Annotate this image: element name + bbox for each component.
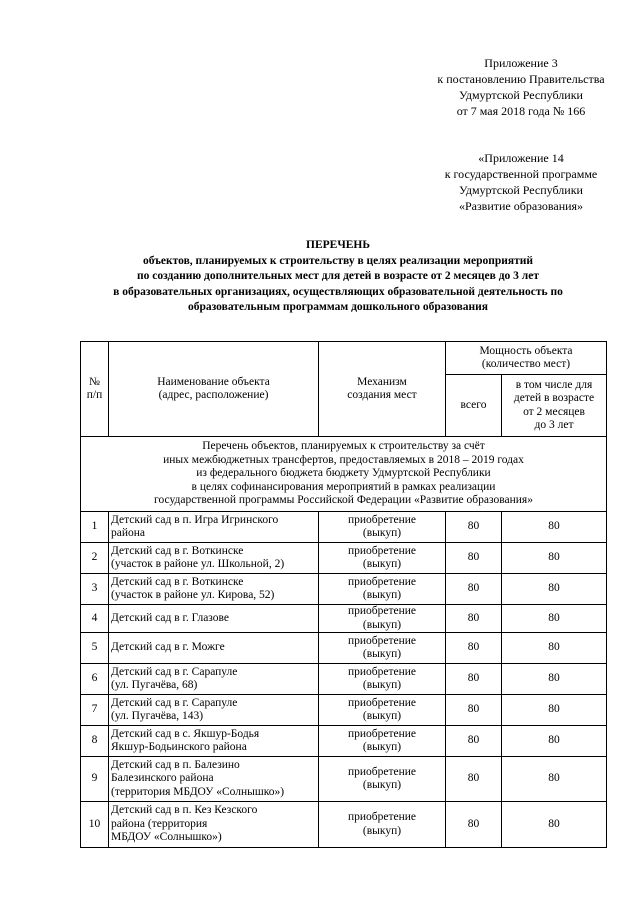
row-name xyxy=(109,664,319,695)
row-mechanism-line: (выкуп) xyxy=(362,824,402,837)
header-num xyxy=(81,342,109,437)
row-mechanism xyxy=(319,633,446,664)
row-name xyxy=(109,726,319,757)
heading-line: объектов, планируемых к строительству в целях реализации мероприятий xyxy=(142,254,533,267)
row-mechanism-line: приобретение xyxy=(347,513,417,526)
row-mechanism-line: приобретение xyxy=(347,727,417,740)
row-name-line: Детский сад в г. Сарапуле xyxy=(111,665,238,678)
header-children-line: детей в возрасте xyxy=(513,392,595,404)
heading-line: по созданию дополнительных мест для детей в возрасте от 2 месяцев до 3 лет xyxy=(137,270,539,282)
row-mechanism xyxy=(319,512,446,543)
row-children: 80 xyxy=(502,757,607,802)
row-name-line: района (территория xyxy=(111,817,208,830)
row-name-line: Детский сад в г. Сарапуле xyxy=(111,696,238,709)
heading-line: в образовательных организациях, осуществляющих образовательной деятельность по xyxy=(113,285,563,298)
table-row xyxy=(81,512,607,543)
appendix-14-line: «Приложение 14 xyxy=(478,151,564,165)
row-num: 3 xyxy=(81,574,109,605)
header-name-line: Наименование объекта xyxy=(157,375,270,388)
row-name-line: (территория МБДОУ «Солнышко») xyxy=(111,785,285,798)
header-children-line: от 2 месяцев xyxy=(523,405,585,418)
row-mechanism-line: (выкуп) xyxy=(362,589,402,601)
header-mechanism-line: создания мест xyxy=(347,389,417,401)
row-name-line: Детский сад в г. Глазове xyxy=(111,611,229,624)
appendix-3-line: Приложение 3 xyxy=(484,56,558,70)
row-total: 80 xyxy=(446,512,502,543)
header-mechanism-line: Механизм xyxy=(357,375,407,388)
table-row xyxy=(81,664,607,695)
section-header xyxy=(81,437,607,512)
row-total: 80 xyxy=(446,633,502,664)
row-mechanism xyxy=(319,605,446,633)
row-name-line: (ул. Пугачёва, 143) xyxy=(111,710,204,722)
row-mechanism-line: (выкуп) xyxy=(362,779,402,791)
header-mechanism xyxy=(319,342,446,437)
row-name xyxy=(109,633,319,664)
row-total: 80 xyxy=(446,543,502,574)
row-name-line: Детский сад в п. Кез Кезского xyxy=(111,804,258,817)
document-heading xyxy=(70,238,606,316)
objects-table xyxy=(80,341,607,848)
section-line: иных межбюджетных трансфертов, предоставляемых в 2018 – 2019 годах xyxy=(163,453,524,466)
appendix-3-line: Удмуртской Республики xyxy=(459,88,583,102)
table-row xyxy=(81,543,607,574)
row-total: 80 xyxy=(446,664,502,695)
row-mechanism-line: приобретение xyxy=(347,811,417,823)
table-row xyxy=(81,695,607,726)
section-line: Перечень объектов, планируемых к строительству за счёт xyxy=(202,440,485,453)
row-mechanism xyxy=(319,757,446,802)
row-children: 80 xyxy=(502,726,607,757)
table-row xyxy=(81,757,607,802)
row-name xyxy=(109,605,319,633)
row-mechanism-line: (выкуп) xyxy=(362,648,402,660)
appendix-3-block xyxy=(418,55,624,119)
row-children: 80 xyxy=(502,512,607,543)
row-mechanism xyxy=(319,726,446,757)
row-name xyxy=(109,695,319,726)
row-num: 6 xyxy=(81,664,109,695)
row-name xyxy=(109,512,319,543)
row-mechanism-line: приобретение xyxy=(347,665,417,678)
row-children: 80 xyxy=(502,605,607,633)
section-line: из федерального бюджета бюджету Удмуртской Республики xyxy=(196,467,491,480)
row-children: 80 xyxy=(502,543,607,574)
table-row xyxy=(81,574,607,605)
row-mechanism-line: приобретение xyxy=(347,575,417,588)
header-total: всего xyxy=(446,375,502,437)
row-mechanism-line: приобретение xyxy=(347,544,417,557)
row-mechanism-line: (выкуп) xyxy=(362,679,402,691)
row-mechanism-line: (выкуп) xyxy=(362,527,402,539)
row-mechanism-line: (выкуп) xyxy=(362,741,402,753)
row-mechanism xyxy=(319,802,446,848)
heading-title: ПЕРЕЧЕНЬ xyxy=(306,239,370,251)
row-total: 80 xyxy=(446,695,502,726)
row-name xyxy=(109,757,319,802)
row-children: 80 xyxy=(502,664,607,695)
header-children xyxy=(502,375,607,437)
row-mechanism-line: приобретение xyxy=(347,605,417,617)
row-name-line: Детский сад в с. Якшур-Бодья xyxy=(111,727,260,740)
header-num-line: № xyxy=(89,375,100,388)
header-children-line: в том числе для xyxy=(515,378,593,391)
row-total: 80 xyxy=(446,605,502,633)
row-children: 80 xyxy=(502,574,607,605)
row-mechanism-line: приобретение xyxy=(347,696,417,709)
row-name-line: (участок в районе ул. Школьной, 2) xyxy=(111,558,285,570)
section-line: в целях софинансирования мероприятий в рамках реализации xyxy=(191,480,496,493)
section-line: государственной программы Российской Федерации «Развитие образования» xyxy=(154,494,533,507)
appendix-14-line: «Развитие образования» xyxy=(458,199,584,213)
row-mechanism-line: приобретение xyxy=(347,634,417,647)
row-num: 1 xyxy=(81,512,109,543)
header-name xyxy=(109,342,319,437)
row-name-line: района xyxy=(111,527,146,539)
row-name-line: Детский сад в г. Воткинске xyxy=(111,544,244,557)
appendix-14-line: к государственной программе xyxy=(444,167,598,181)
row-name xyxy=(109,574,319,605)
row-name-line: (участок в районе ул. Кирова, 52) xyxy=(111,589,275,601)
row-mechanism xyxy=(319,664,446,695)
row-total: 80 xyxy=(446,726,502,757)
appendix-3-line: от 7 мая 2018 года № 166 xyxy=(456,104,586,118)
header-num-line: п/п xyxy=(86,389,103,401)
header-children-line: до 3 лет xyxy=(534,419,574,431)
table-row xyxy=(81,605,607,633)
table-row xyxy=(81,726,607,757)
row-name-line: Якшур-Бодьинского района xyxy=(111,741,247,753)
header-name-line: (адрес, расположение) xyxy=(158,389,269,401)
row-total: 80 xyxy=(446,574,502,605)
row-num: 2 xyxy=(81,543,109,574)
table-row xyxy=(81,802,607,848)
row-name-line: Детский сад в г. Воткинске xyxy=(111,575,244,588)
row-name-line: Балезинского района xyxy=(111,772,214,785)
row-mechanism-line: (выкуп) xyxy=(362,618,402,631)
row-num: 5 xyxy=(81,633,109,664)
row-name xyxy=(109,543,319,574)
appendix-14-block xyxy=(418,150,624,214)
row-name-line: Детский сад в г. Можге xyxy=(111,641,225,654)
row-name-line: МБДОУ «Солнышко») xyxy=(111,831,222,844)
heading-line: образовательным программам дошкольного образования xyxy=(187,301,489,313)
row-num: 9 xyxy=(81,757,109,802)
header-capacity-line: (количество мест) xyxy=(481,358,571,370)
header-capacity-line: Мощность объекта xyxy=(479,344,573,357)
row-mechanism xyxy=(319,695,446,726)
row-children: 80 xyxy=(502,633,607,664)
appendix-3-line: к постановлению Правительства xyxy=(437,72,605,86)
row-name-line: Детский сад в п. Балезино xyxy=(111,758,240,771)
table-row xyxy=(81,633,607,664)
row-num: 7 xyxy=(81,695,109,726)
row-name-line: Детский сад в п. Игра Игринского xyxy=(111,513,279,526)
row-mechanism-line: (выкуп) xyxy=(362,558,402,570)
row-mechanism xyxy=(319,574,446,605)
row-mechanism-line: приобретение xyxy=(347,765,417,778)
row-name xyxy=(109,802,319,848)
row-mechanism xyxy=(319,543,446,574)
row-total: 80 xyxy=(446,757,502,802)
row-num: 10 xyxy=(81,802,109,848)
appendix-14-line: Удмуртской Республики xyxy=(459,183,583,197)
row-name-line: (ул. Пугачёва, 68) xyxy=(111,679,198,691)
row-children: 80 xyxy=(502,695,607,726)
row-mechanism-line: (выкуп) xyxy=(362,710,402,722)
row-num: 4 xyxy=(81,605,109,633)
row-num: 8 xyxy=(81,726,109,757)
row-children: 80 xyxy=(502,802,607,848)
header-capacity xyxy=(446,342,607,375)
row-total: 80 xyxy=(446,802,502,848)
